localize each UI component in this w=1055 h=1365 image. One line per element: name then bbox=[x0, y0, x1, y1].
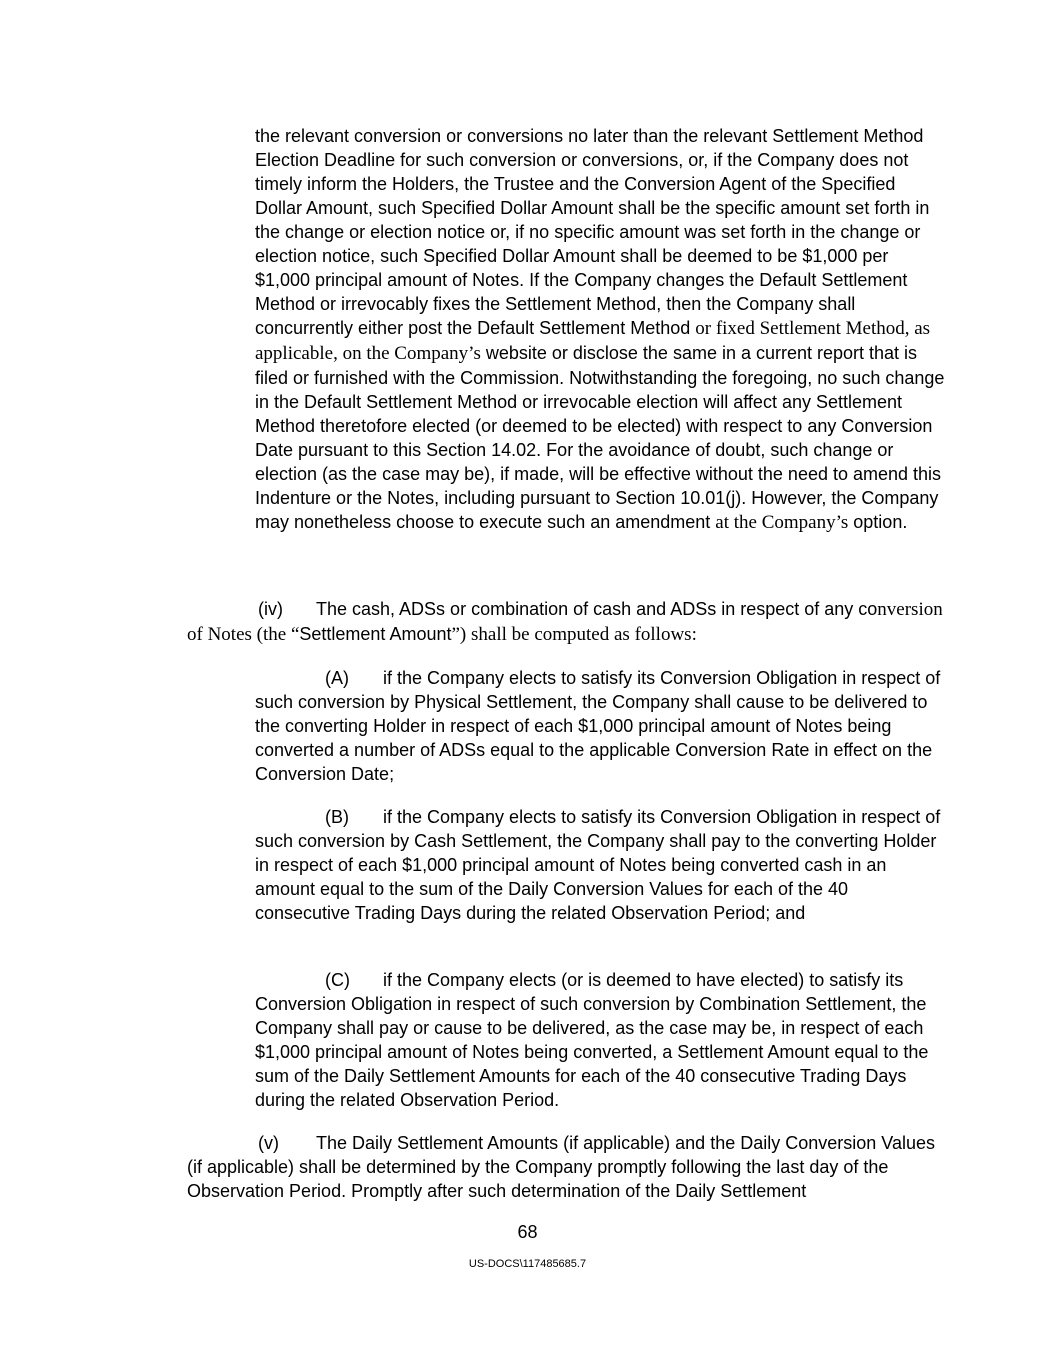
paragraph-iv bbox=[187, 597, 947, 647]
paragraph-c-text: if the Company elects (or is deemed to have elected) to satisfy its Conversion Obligation in respect of such conversion by Combination Settlement, the Company shall pay or cause to be delivered, as the case may be, in respect of each $1,000 principal amount of Notes being converted, a Settlement Amount equal to the sum of the Daily Settlement Amounts for each of the 40 consecutive Trading Days during the related Observation Period. bbox=[255, 970, 929, 1110]
paragraph-marker: (v) bbox=[258, 1133, 279, 1153]
paragraph-marker: (iv) bbox=[258, 599, 283, 619]
continuation-text-2: or fixed Settlement Method, as applicable, on the Company’s bbox=[255, 318, 931, 364]
paragraph-iv-text-1: The cash, ADSs or combination of cash and ADSs in respect of any co bbox=[316, 599, 878, 619]
paragraph-v bbox=[187, 1131, 947, 1203]
paragraph-b bbox=[255, 805, 945, 925]
paragraph-iv-text-2: nversion of Notes (the “ bbox=[187, 599, 943, 645]
paragraph-marker: (C) bbox=[325, 970, 350, 990]
continuation-text-1: the relevant conversion or conversions no later than the relevant Settlement Method Election Deadline for such conversion or conversions, or, if the Company does not timely inform the Holders, the Trustee and the Conversion Agent of the Specified Dollar Amount, such Specified Dollar Amount shall be the specific amount set forth in the change or election notice or, if no specific amount was set forth in the change or election notice, such Specified Dollar Amount shall be deemed to be $1,000 per $1,000 principal amount of Notes. If the Company changes the Default Settlement Method or irrevocably fixes the Settlement Method, then the Company shall concurrently either post the Default Settlement Method bbox=[255, 126, 930, 338]
paragraph-v-text: The Daily Settlement Amounts (if applicable) and the Daily Conversion Values (if applicable) shall be determined by the Company promptly following the last day of the Observation Period. Promptly after such determination of the Daily Settlement bbox=[187, 1133, 935, 1201]
page-number: 68 bbox=[517, 1222, 538, 1242]
continuation-text-5: option. bbox=[848, 512, 908, 532]
paragraph-c bbox=[255, 968, 945, 1112]
defined-term-settlement-amount: Settlement Amount bbox=[299, 624, 452, 644]
paragraph-continuation bbox=[255, 124, 945, 535]
continuation-text-4: at the Company’s bbox=[715, 512, 849, 533]
paragraph-b-text: if the Company elects to satisfy its Conversion Obligation in respect of such conversion by Cash Settlement, the Company shall pay to the converting Holder in respect of each $1,000 principal amount of Notes being converted cash in an amount equal to the sum of the Daily Conversion Values for each of the 40 consecutive Trading Days during the related Observation Period; and bbox=[255, 807, 941, 923]
paragraph-marker: (A) bbox=[325, 668, 349, 688]
paragraph-iv-text-3: ”) shall be computed as follows: bbox=[451, 624, 697, 645]
continuation-text-3: website or disclose the same in a current report that is filed or furnished with the Commission. Notwithstanding the foregoing, no such change in the Default Settlement Method or irrevocable election will affect any Settlement Method theretofore elected (or deemed to be elected) with respect to any Conversion Date pursuant to this Section 14.02. For the avoidance of doubt, such change or election (as the case may be), if made, will be effective without the need to amend this Indenture or the Notes, including pursuant to Section 10.01(j). However, the Company may nonetheless choose to execute such an amendment bbox=[255, 343, 945, 532]
paragraph-a bbox=[255, 666, 945, 786]
document-id: US-DOCS\117485685.7 bbox=[468, 1258, 587, 1270]
paragraph-a-text: if the Company elects to satisfy its Conversion Obligation in respect of such conversion by Physical Settlement, the Company shall cause to be delivered to the converting Holder in respect of each $1,000 principal amount of Notes being converted a number of ADSs equal to the applicable Conversion Rate in effect on the Conversion Date; bbox=[255, 668, 941, 784]
paragraph-marker: (B) bbox=[325, 807, 349, 827]
